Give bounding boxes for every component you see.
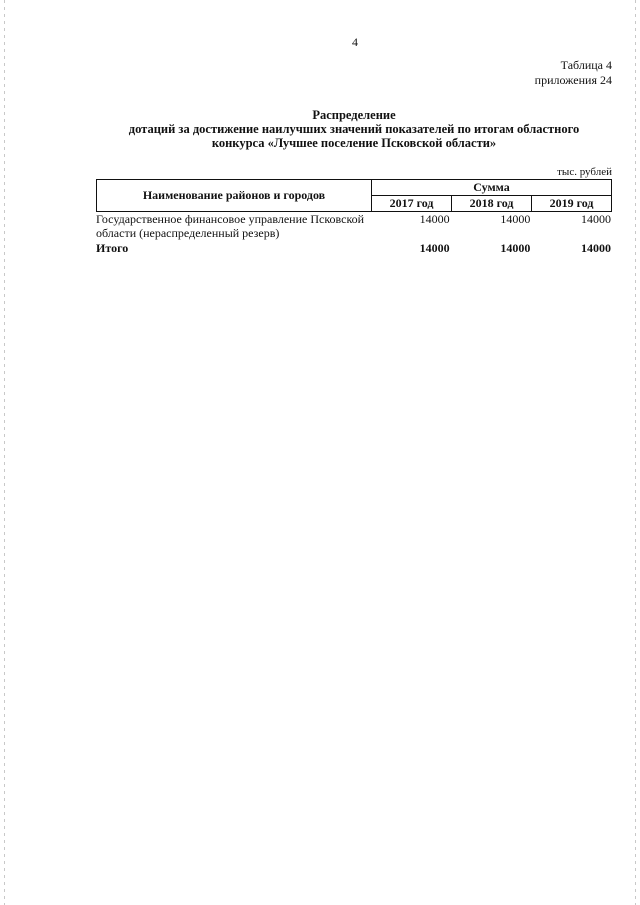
column-header-name: Наименование районов и городов: [97, 180, 372, 212]
annex-reference: [535, 58, 612, 88]
annex-appendix-label: приложения 24: [534, 73, 612, 87]
row-value-2017: 14000: [419, 212, 450, 226]
total-value-2018: 14000: [500, 241, 531, 255]
column-header-sum: Сумма: [372, 180, 612, 196]
column-header-2017: 2017 год: [372, 196, 452, 212]
total-value-2019: 14000: [581, 241, 611, 255]
row-value-2018: 14000: [500, 212, 531, 226]
total-label: Итого: [96, 241, 129, 255]
title-line-1: Распределение: [312, 108, 396, 122]
annex-table-label: Таблица 4: [560, 58, 612, 72]
units-label: тыс. рублей: [557, 166, 612, 178]
table-body: [96, 212, 612, 255]
scan-edge-right: [635, 0, 636, 905]
table-total-row: [96, 240, 612, 255]
title-line-2: дотаций за достижение наилучших значений показателей по итогам областного: [128, 122, 580, 136]
column-header-2018: 2018 год: [452, 196, 532, 212]
table-header: [96, 179, 612, 212]
column-header-2019: 2019 год: [532, 196, 612, 212]
row-name: Государственное финансовое управление Псковской области (нераспределенный резерв): [96, 212, 365, 240]
title-line-3: конкурса «Лучшее поселение Псковской области»: [211, 136, 497, 150]
row-value-2019: 14000: [581, 212, 611, 226]
document-title: [96, 108, 612, 150]
page-number: 4: [352, 35, 358, 49]
scan-edge-left: [4, 0, 5, 905]
total-value-2017: 14000: [419, 241, 450, 255]
table-row: [96, 212, 612, 240]
